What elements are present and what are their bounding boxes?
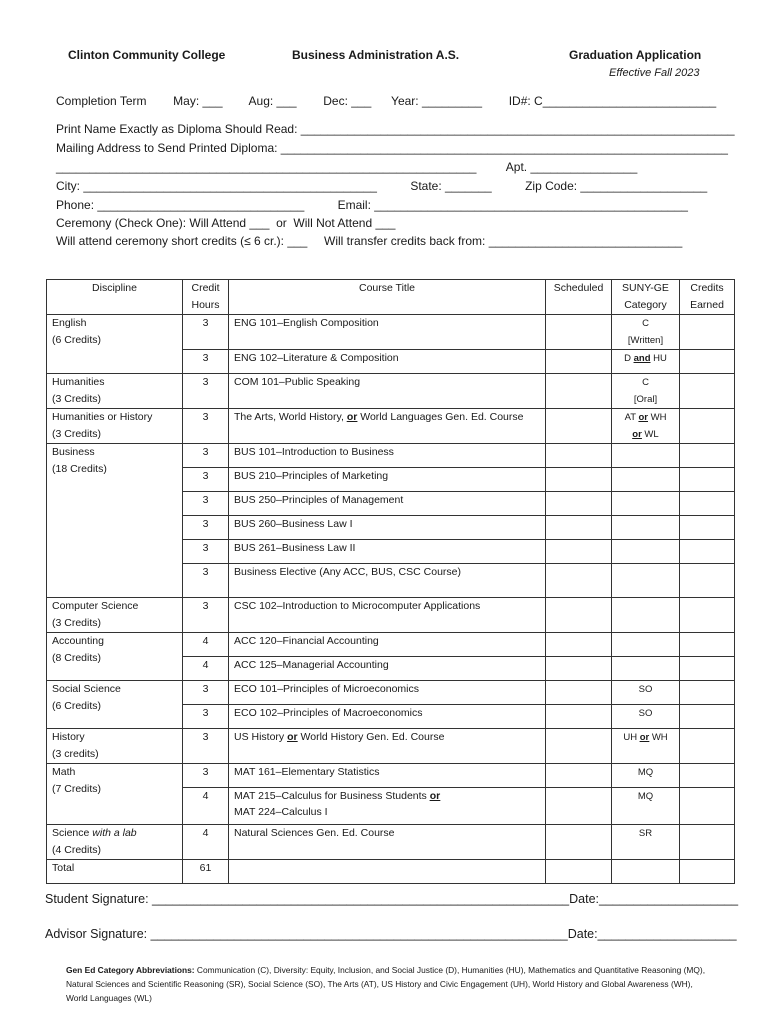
ge-category-cell: MQ [612, 788, 680, 825]
discipline-name: Computer Science [52, 600, 139, 612]
ge-category-cell: C [Oral] [612, 374, 680, 409]
table-row [47, 729, 735, 764]
ge-connector: and [633, 353, 651, 364]
title-connector: or [346, 411, 358, 423]
earned-cell[interactable] [680, 764, 735, 788]
ge-category-cell [612, 468, 680, 492]
table-row [47, 315, 735, 350]
scheduled-cell[interactable] [546, 540, 612, 564]
footnote-text: Communication (C), Diversity: Equity, Inclusion, and Social Justice (D), Humanities (HU), Mathematics and Quantitative Reasoning (MQ), Natural Sciences and Scientific Reasoning (SR), Social Science (SO), The Arts (AT), US History and Civic Engagement (UH), World History and Global Awareness (WH), World Languages (WL) [66, 965, 706, 1003]
ge-category-cell [612, 444, 680, 468]
discipline-cell [47, 729, 183, 764]
credit-hours-cell: 4 [183, 633, 229, 657]
course-title-cell: CSC 102–Introduction to Microcomputer Applications [229, 598, 546, 633]
ge-part: HU [650, 353, 667, 364]
discipline-cell [47, 633, 183, 681]
credit-hours-cell: 4 [183, 657, 229, 681]
earned-cell[interactable] [680, 444, 735, 468]
discipline-name: Math [52, 766, 76, 778]
earned-cell[interactable] [680, 788, 735, 825]
discipline-name: Accounting [52, 635, 104, 647]
discipline-cell [47, 825, 183, 860]
ge-category-cell [612, 540, 680, 564]
course-title-cell: MAT 161–Elementary Statistics [229, 764, 546, 788]
course-title-cell: Business Elective (Any ACC, BUS, CSC Course) [229, 564, 546, 598]
earned-cell[interactable] [680, 705, 735, 729]
header-scheduled: Scheduled [546, 280, 612, 315]
scheduled-cell[interactable] [546, 350, 612, 374]
discipline-credits: (8 Credits) [52, 652, 102, 664]
course-title-cell: ACC 125–Managerial Accounting [229, 657, 546, 681]
earned-cell[interactable] [680, 681, 735, 705]
discipline-credits: (3 Credits) [52, 617, 102, 629]
credit-hours-cell: 3 [183, 516, 229, 540]
discipline-name: Business [52, 446, 95, 458]
title-part: The Arts, World History, [234, 411, 347, 423]
course-title-cell: ENG 102–Literature & Composition [229, 350, 546, 374]
earned-cell[interactable] [680, 540, 735, 564]
ceremony-line[interactable]: Ceremony (Check One): Will Attend ___ or Will Not Attend ___ [56, 216, 396, 230]
title-part: World History Gen. Ed. Course [297, 731, 445, 743]
credit-hours-cell: 3 [183, 564, 229, 598]
course-title-cell: ECO 101–Principles of Microeconomics [229, 681, 546, 705]
ge-category-cell [612, 598, 680, 633]
earned-cell[interactable] [680, 564, 735, 598]
discipline-cell [47, 409, 183, 444]
scheduled-cell[interactable] [546, 657, 612, 681]
address-apt-line[interactable]: _______________________________________________________________ Apt. ________________ [56, 160, 638, 174]
student-signature-line[interactable]: Student Signature: ____________________________________________________________Date:____________________ [45, 892, 739, 906]
ge-part: WH [649, 732, 668, 743]
earned-cell[interactable] [680, 598, 735, 633]
credit-hours-cell: 3 [183, 729, 229, 764]
header-course-title: Course Title [229, 280, 546, 315]
course-title-cell: BUS 261–Business Law II [229, 540, 546, 564]
gen-ed-footnote [66, 963, 716, 1005]
discipline-cell [47, 598, 183, 633]
form-title: Graduation Application [569, 48, 702, 62]
earned-cell[interactable] [680, 657, 735, 681]
credit-hours-cell: 3 [183, 315, 229, 350]
credit-hours-cell: 3 [183, 681, 229, 705]
credit-hours-cell: 3 [183, 409, 229, 444]
ge-part: WH [647, 412, 667, 423]
ge-category-cell: MQ [612, 764, 680, 788]
total-ge-cell [612, 860, 680, 884]
earned-cell[interactable] [680, 516, 735, 540]
title-connector: or [429, 790, 441, 802]
table-row [47, 633, 735, 657]
city-state-zip-line[interactable]: City: ____________________________________________ State: _______ Zip Code: ___________________ [56, 179, 708, 193]
discipline-name: Science with a lab [52, 827, 137, 839]
ge-category-cell: SO [612, 705, 680, 729]
total-label: Total [47, 860, 183, 884]
effective-date: Effective Fall 2023 [609, 67, 700, 79]
credit-hours-cell: 3 [183, 540, 229, 564]
ge-category-cell [612, 564, 680, 598]
title-connector: or [287, 731, 298, 743]
ge-category-cell [612, 409, 680, 444]
completion-term-line[interactable]: Completion Term May: ___ Aug: ___ Dec: ___ Year: _________ ID#: C__________________________ [56, 94, 717, 108]
advisor-signature-line[interactable]: Advisor Signature: ____________________________________________________________Date:____________________ [45, 927, 737, 941]
course-title-cell: BUS 250–Principles of Management [229, 492, 546, 516]
discipline-credits: (3 credits) [52, 748, 99, 760]
discipline-cell [47, 444, 183, 598]
discipline-cell [47, 315, 183, 374]
earned-cell[interactable] [680, 315, 735, 350]
ge-connector: or [638, 412, 648, 423]
table-row [47, 444, 735, 468]
discipline-credits: (3 Credits) [52, 393, 102, 405]
total-earned-cell[interactable] [680, 860, 735, 884]
earned-cell[interactable] [680, 492, 735, 516]
diploma-name-line[interactable]: Print Name Exactly as Diploma Should Read: _________________________________________________________________ [56, 122, 735, 136]
credit-hours-cell: 3 [183, 492, 229, 516]
credit-hours-cell: 3 [183, 705, 229, 729]
scheduled-cell[interactable] [546, 633, 612, 657]
college-name: Clinton Community College [68, 48, 226, 62]
scheduled-cell[interactable] [546, 598, 612, 633]
discipline-credits: (4 Credits) [52, 844, 102, 856]
credit-hours-cell: 3 [183, 468, 229, 492]
discipline-credits: (3 Credits) [52, 428, 102, 440]
discipline-name: Humanities [52, 376, 105, 388]
discipline-name: Humanities or History [52, 411, 153, 423]
table-row [47, 681, 735, 705]
credit-hours-cell: 3 [183, 350, 229, 374]
scheduled-cell[interactable] [546, 788, 612, 825]
total-hours: 61 [183, 860, 229, 884]
title-part: World Languages Gen. Ed. Course [357, 411, 524, 423]
title-part: MAT 215–Calculus for Business Students [234, 790, 430, 802]
course-title-cell [229, 409, 546, 444]
title-part: US History [234, 731, 288, 743]
course-table [46, 279, 735, 884]
scheduled-cell[interactable] [546, 729, 612, 764]
course-title-cell: BUS 210–Principles of Marketing [229, 468, 546, 492]
scheduled-cell[interactable] [546, 764, 612, 788]
table-row [47, 825, 735, 860]
header-sunyge: SUNY-GE Category [612, 280, 680, 315]
scheduled-cell[interactable] [546, 444, 612, 468]
header-discipline: Discipline [47, 280, 183, 315]
discipline-cell [47, 764, 183, 825]
total-title-cell [229, 860, 546, 884]
ge-category-cell [612, 350, 680, 374]
discipline-name: Social Science [52, 683, 121, 695]
ge-category-cell: C [Written] [612, 315, 680, 350]
mailing-address-line[interactable]: Mailing Address to Send Printed Diploma: ___________________________________________________________________ [56, 141, 728, 155]
credit-hours-cell: 3 [183, 764, 229, 788]
course-title-cell: BUS 260–Business Law I [229, 516, 546, 540]
ge-part: WL [641, 429, 659, 440]
scheduled-cell[interactable] [546, 825, 612, 860]
header-credit-hours: Credit Hours [183, 280, 229, 315]
discipline-credits: (6 Credits) [52, 334, 102, 346]
credit-hours-cell: 3 [183, 444, 229, 468]
earned-cell[interactable] [680, 825, 735, 860]
table-row [47, 764, 735, 788]
phone-email-line[interactable]: Phone: _______________________________ Email: _______________________________________________ [56, 198, 688, 212]
discipline-credits: (18 Credits) [52, 463, 107, 475]
total-row [47, 860, 735, 884]
course-title-cell: BUS 101–Introduction to Business [229, 444, 546, 468]
course-title-cell: ECO 102–Principles of Macroeconomics [229, 705, 546, 729]
credit-hours-cell: 4 [183, 788, 229, 825]
course-title-cell [229, 729, 546, 764]
scheduled-cell[interactable] [546, 705, 612, 729]
ge-category-cell [612, 516, 680, 540]
ge-part: UH [623, 732, 640, 743]
scheduled-cell[interactable] [546, 681, 612, 705]
scheduled-cell[interactable] [546, 374, 612, 409]
ge-part: D [624, 353, 634, 364]
total-scheduled-cell[interactable] [546, 860, 612, 884]
earned-cell[interactable] [680, 633, 735, 657]
discipline-name: English [52, 317, 87, 329]
earned-cell[interactable] [680, 409, 735, 444]
ge-part: AT [624, 412, 639, 423]
scheduled-cell[interactable] [546, 564, 612, 598]
earned-cell[interactable] [680, 350, 735, 374]
scheduled-cell[interactable] [546, 492, 612, 516]
scheduled-cell[interactable] [546, 516, 612, 540]
header-earned: Credits Earned [680, 280, 735, 315]
ge-category-cell: SO [612, 681, 680, 705]
table-row [47, 598, 735, 633]
course-title-cell: ENG 101–English Composition [229, 315, 546, 350]
scheduled-cell[interactable] [546, 468, 612, 492]
earned-cell[interactable] [680, 468, 735, 492]
ge-category-cell [612, 729, 680, 764]
discipline-credits: (6 Credits) [52, 700, 102, 712]
ge-category-cell [612, 633, 680, 657]
earned-cell[interactable] [680, 374, 735, 409]
ge-category-cell: SR [612, 825, 680, 860]
discipline-cell [47, 374, 183, 409]
discipline-cell [47, 681, 183, 729]
ge-connector: or [639, 732, 650, 743]
ge-category-cell [612, 657, 680, 681]
program-name: Business Administration A.S. [292, 48, 460, 62]
discipline-name: History [52, 731, 85, 743]
footnote-label: Gen Ed Category Abbreviations: [66, 965, 195, 975]
short-credits-line[interactable]: Will attend ceremony short credits (≤ 6 cr.): ___ Will transfer credits back from: _____________________________ [56, 234, 683, 248]
credit-hours-cell: 4 [183, 825, 229, 860]
ge-category-cell [612, 492, 680, 516]
course-title-cell [229, 788, 546, 825]
table-row [47, 374, 735, 409]
course-title-cell: COM 101–Public Speaking [229, 374, 546, 409]
credit-hours-cell: 3 [183, 598, 229, 633]
title-part: MAT 224–Calculus I [234, 806, 328, 818]
course-title-cell: ACC 120–Financial Accounting [229, 633, 546, 657]
earned-cell[interactable] [680, 729, 735, 764]
discipline-credits: (7 Credits) [52, 783, 102, 795]
table-row [47, 409, 735, 444]
scheduled-cell[interactable] [546, 409, 612, 444]
course-title-cell: Natural Sciences Gen. Ed. Course [229, 825, 546, 860]
scheduled-cell[interactable] [546, 315, 612, 350]
ge-connector: or [632, 429, 642, 440]
credit-hours-cell: 3 [183, 374, 229, 409]
